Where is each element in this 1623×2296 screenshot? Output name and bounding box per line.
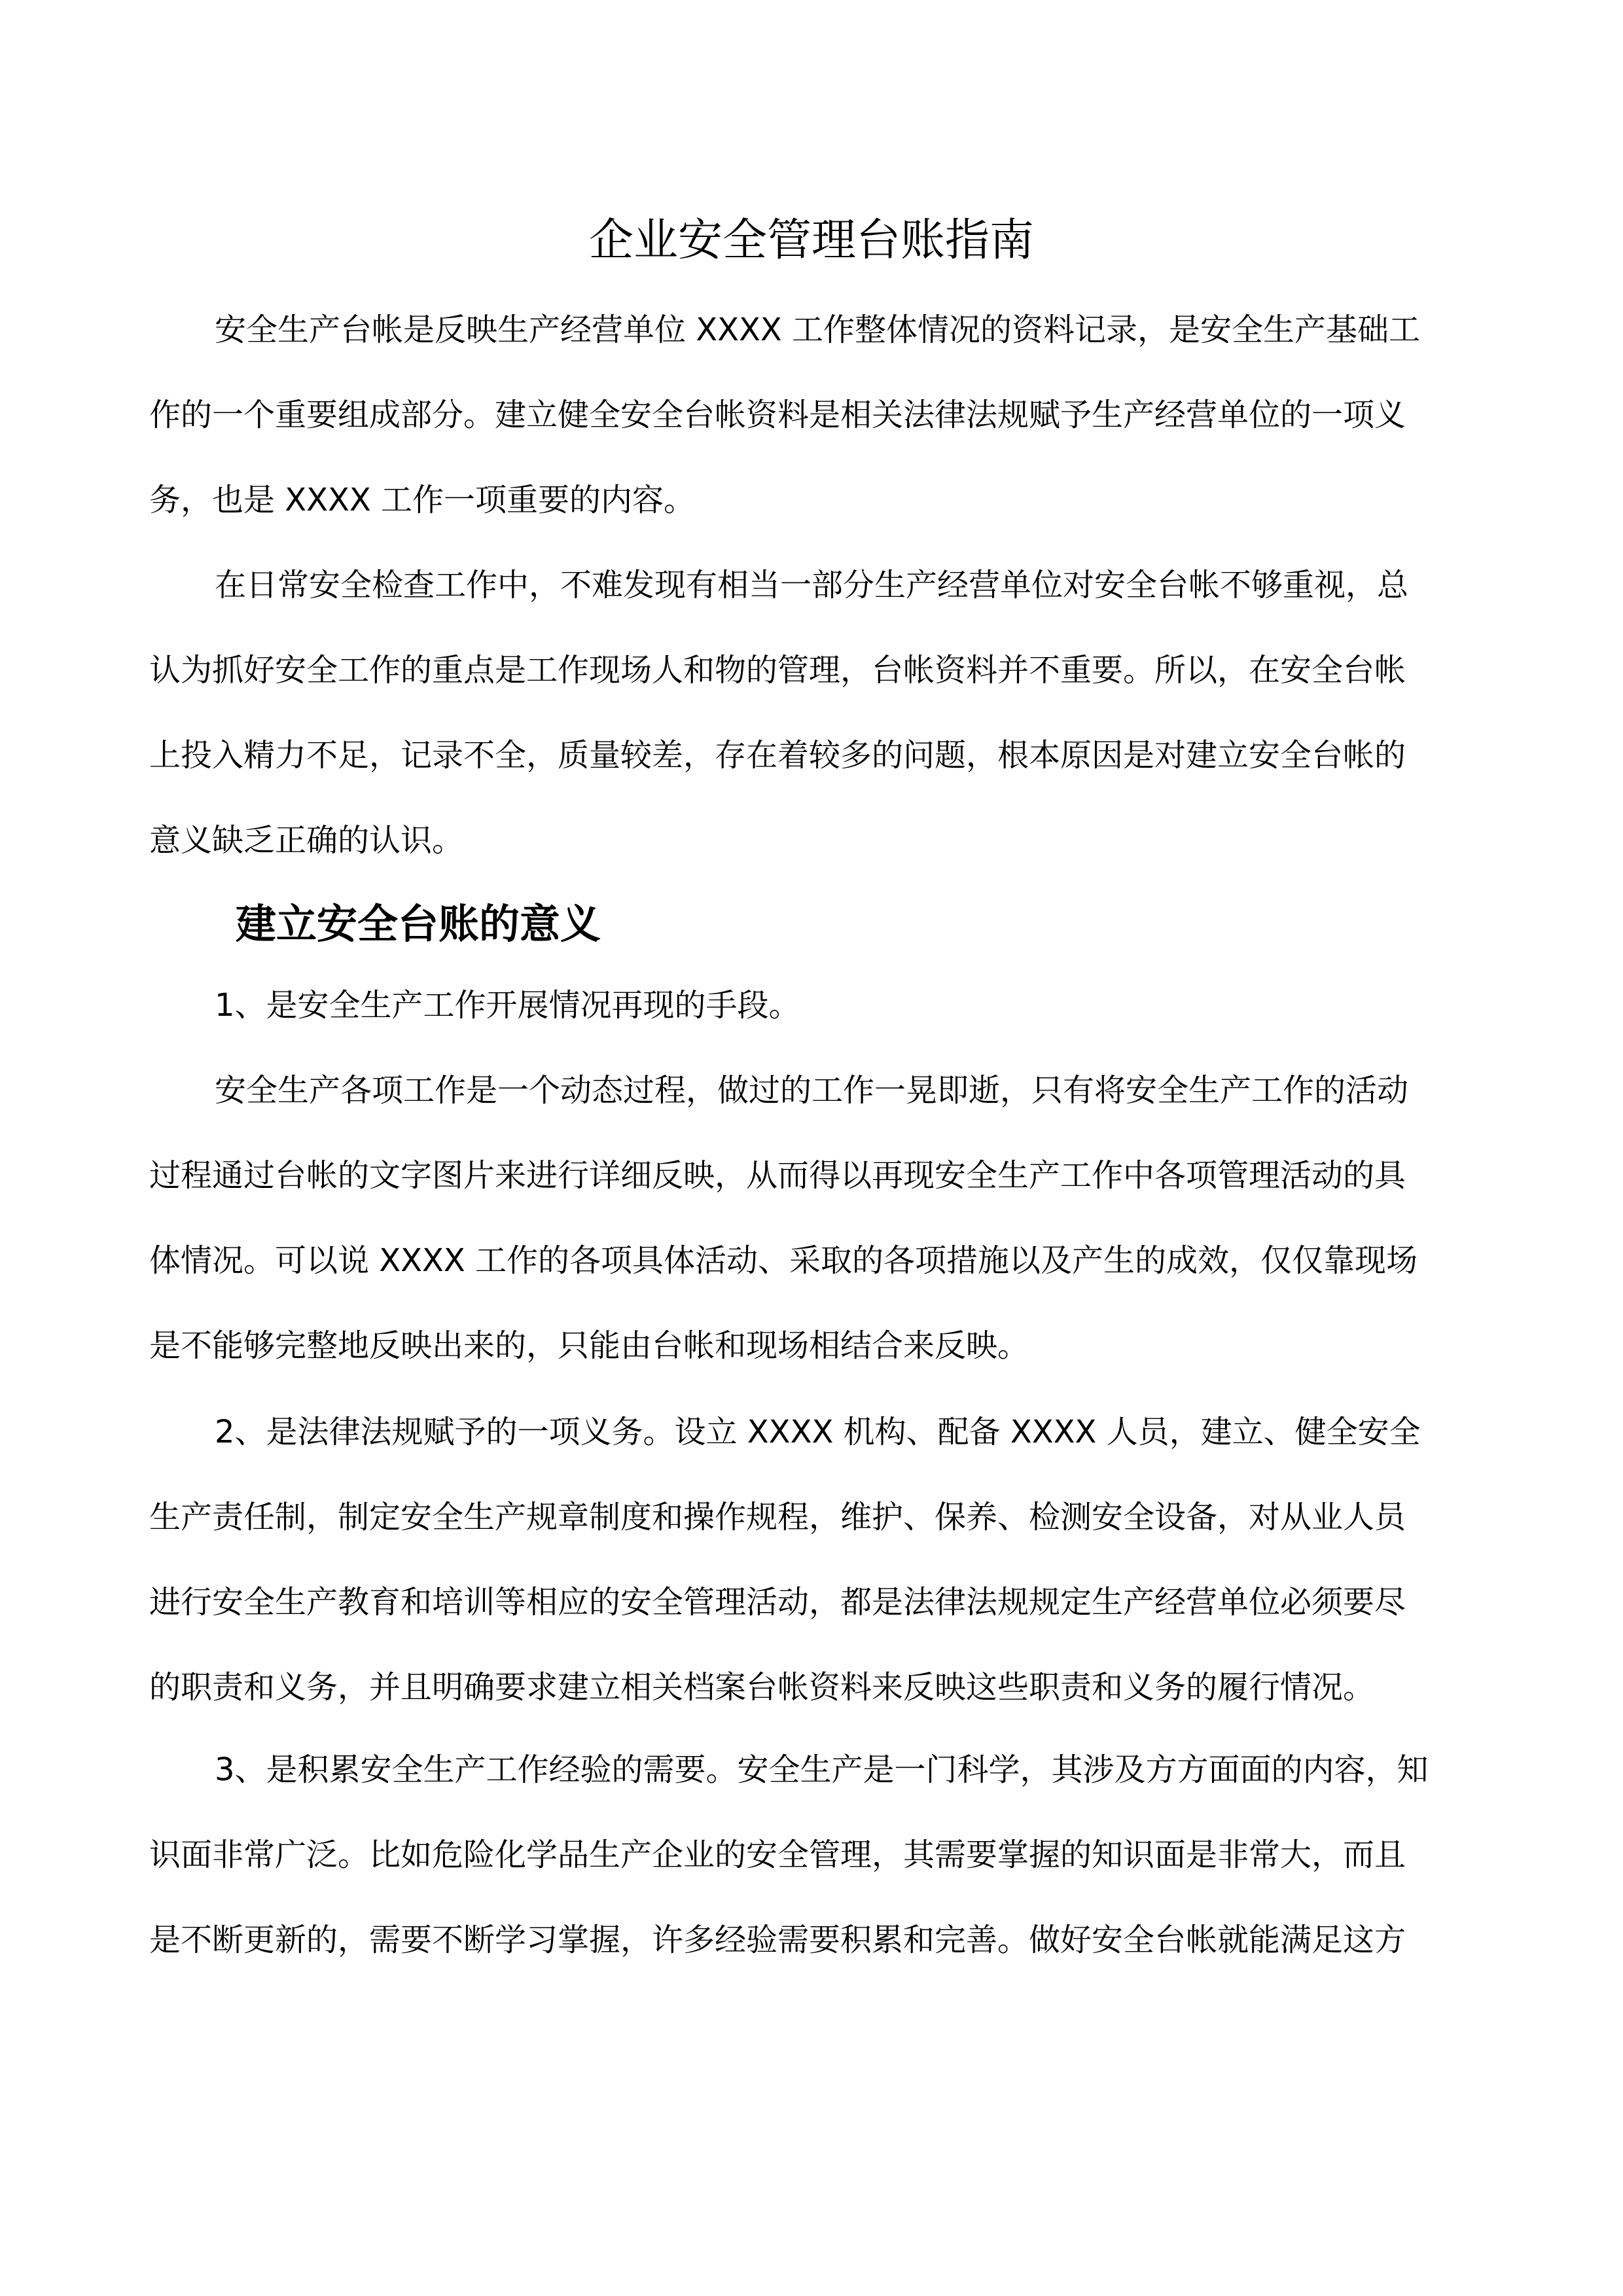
text-line: 安全生产台帐是反映生产经营单位 XXXX 工作整体情况的资料记录，是安全生产基础工 (215, 312, 1421, 348)
text-line: 识面非常广泛。比如危险化学品生产企业的安全管理，其需要掌握的知识面是非常大，而且 (149, 1837, 1406, 1873)
text-line: 上投入精力不足，记录不全，质量较差，存在着较多的问题，根本原因是对建立安全台帐的 (149, 737, 1406, 774)
text-line: 过程通过台帐的文字图片来进行详细反映，从而得以再现安全生产工作中各项管理活动的具 (149, 1157, 1406, 1194)
text-line: 体情况。可以说 XXXX 工作的各项具体活动、采取的各项措施以及产生的成效，仅仅靠现场 (149, 1242, 1418, 1279)
text-line: 是不断更新的，需要不断学习掌握，许多经验需要积累和完善。做好安全台帐就能满足这方 (149, 1922, 1406, 1958)
text-line: 进行安全生产教育和培训等相应的安全管理活动，都是法律法规规定生产经营单位必须要尽 (149, 1584, 1406, 1621)
text-line: 意义缺乏正确的认识。 (149, 822, 464, 859)
text-line: 的职责和义务，并且明确要求建立相关档案台帐资料来反映这些职责和义务的履行情况。 (149, 1669, 1375, 1706)
item-title: 1、是安全生产工作开展情况再现的手段。 (215, 987, 800, 1024)
document-title: 企业安全管理台账指南 (588, 215, 1034, 266)
text-line: 务，也是 XXXX 工作一项重要的内容。 (149, 482, 696, 518)
text-line: 安全生产各项工作是一个动态过程，做过的工作一晃即逝，只有将安全生产工作的活动 (215, 1072, 1409, 1109)
text-line: 生产责任制，制定安全生产规章制度和操作规程，维护、保养、检测安全设备，对从业人员 (149, 1499, 1406, 1535)
text-line: 在日常安全检查工作中，不难发现有相当一部分生产经营单位对安全台帐不够重视，总 (215, 567, 1409, 603)
text-line: 3、是积累安全生产工作经验的需要。安全生产是一门科学，其涉及方方面面的内容，知 (215, 1751, 1429, 1788)
section-heading: 建立安全台账的意义 (236, 900, 601, 948)
text-line: 认为抓好安全工作的重点是工作现场人和物的管理，台帐资料并不重要。所以，在安全台帐 (149, 652, 1406, 689)
text-line: 作的一个重要组成部分。建立健全安全台帐资料是相关法律法规赋予生产经营单位的一项义 (149, 397, 1406, 433)
text-line: 2、是法律法规赋予的一项义务。设立 XXXX 机构、配备 XXXX 人员，建立、健全安全 (215, 1414, 1421, 1450)
text-line: 是不能够完整地反映出来的，只能由台帐和现场相结合来反映。 (149, 1327, 1029, 1364)
